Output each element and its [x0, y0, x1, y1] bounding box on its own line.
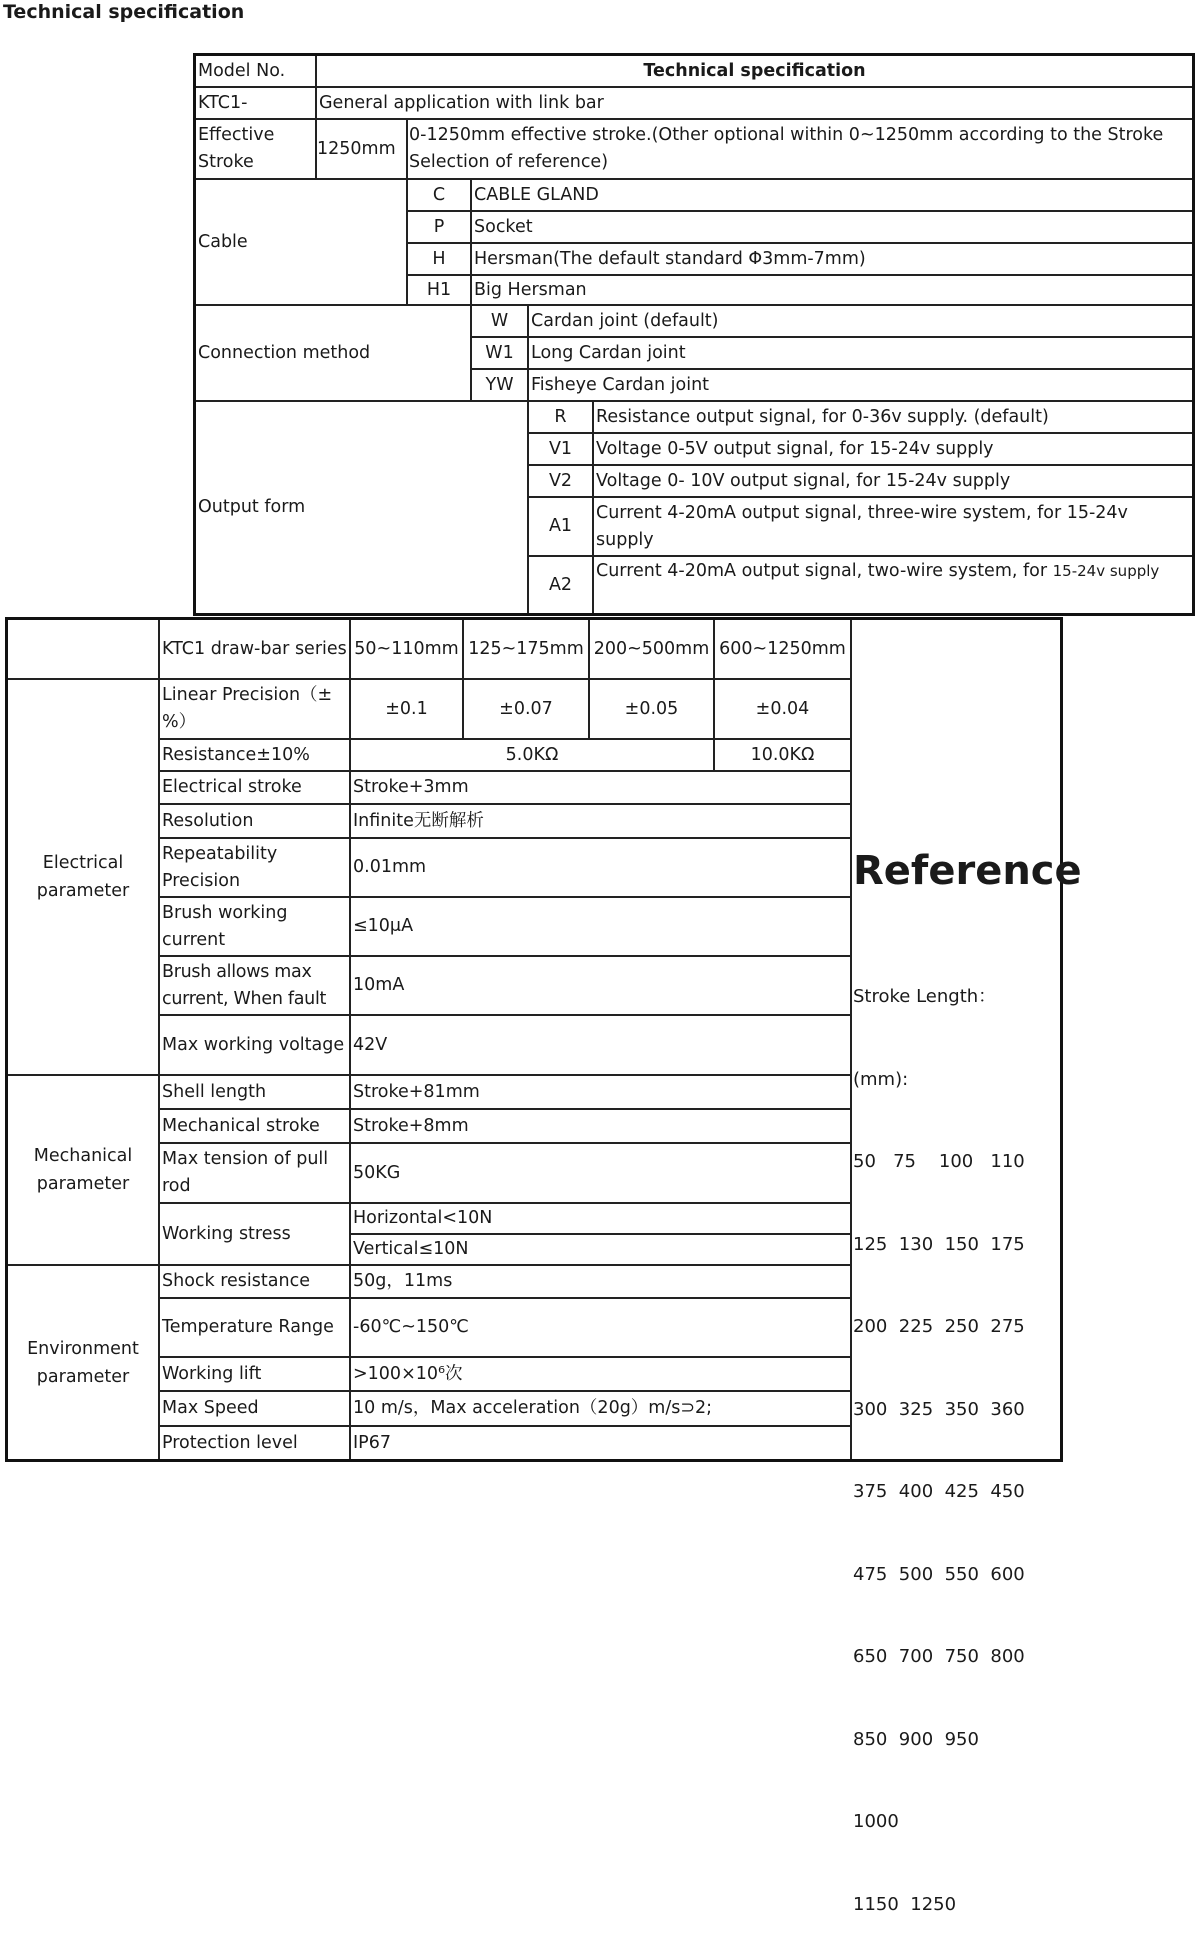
connection-desc: Fisheye Cardan joint	[529, 370, 1192, 402]
output-desc: Current 4-20mA output signal, three-wire system, for 15-24v supply	[594, 498, 1192, 557]
blank-cell	[8, 620, 160, 680]
model-desc: General application with link bar	[317, 88, 1192, 120]
param-label: Max tension of pull rod	[160, 1144, 351, 1204]
cable-desc: Hersman(The default standard Φ3mm-7mm)	[472, 244, 1192, 276]
param-label: Electrical stroke	[160, 772, 351, 805]
param-value: IP67	[351, 1427, 852, 1459]
mechanical-group-label: Mechanical parameter	[8, 1076, 160, 1266]
output-code: A2	[529, 557, 594, 613]
series-label: KTC1 draw-bar series	[160, 620, 351, 680]
param-label: Repeatability Precision	[160, 839, 351, 898]
param-label: Working stress	[160, 1204, 351, 1266]
reference-line: 1150 1250	[853, 1893, 957, 1915]
resistance-value: 5.0KΩ	[351, 740, 715, 772]
param-value: 10 m/s，Max acceleration（20g）m/s⊃2;	[351, 1392, 852, 1427]
range-header: 200~500mm	[590, 620, 715, 680]
reference-title: Reference	[853, 848, 1082, 894]
precision-value: ±0.1	[351, 680, 464, 740]
model-code: KTC1-	[196, 88, 317, 120]
output-desc	[594, 557, 1192, 613]
output-desc-small: 15-24v supply	[1052, 562, 1160, 580]
param-label: Brush allows max current, When fault	[160, 957, 351, 1016]
param-value: Horizontal<10N	[351, 1204, 852, 1235]
reference-line: 650 700 750 800	[853, 1646, 1025, 1667]
param-label: Max working voltage	[160, 1016, 351, 1076]
connection-desc: Cardan joint (default)	[529, 306, 1192, 338]
reference-line: 1000	[853, 1811, 899, 1832]
stroke-label: Effective Stroke	[196, 120, 317, 180]
reference-line: 200 225 250 275	[853, 1316, 1025, 1337]
range-header: 600~1250mm	[715, 620, 852, 680]
stroke-desc: 0-1250mm effective stroke.(Other optional within 0~1250mm according to the Stroke Selection of reference)	[408, 120, 1192, 180]
output-desc: Voltage 0- 10V output signal, for 15-24v supply	[594, 466, 1192, 498]
output-code: V2	[529, 466, 594, 498]
cable-code: P	[408, 212, 472, 244]
reference-line: 850 900 950	[853, 1728, 979, 1750]
reference-line: 50 75 100 110	[853, 1151, 1025, 1172]
param-value: Stroke+8mm	[351, 1110, 852, 1144]
param-value: >100×10⁶次	[351, 1358, 852, 1392]
connection-desc: Long Cardan joint	[529, 338, 1192, 370]
param-label: Brush working current	[160, 898, 351, 957]
reference-stroke-label: Stroke Length：	[853, 986, 997, 1007]
reference-line: 125 130 150 175	[853, 1233, 1025, 1255]
param-value: Stroke+81mm	[351, 1076, 852, 1110]
cable-code: C	[408, 180, 472, 212]
param-value: 50KG	[351, 1144, 852, 1204]
reference-unit: (mm):	[853, 1068, 909, 1090]
connection-code: W	[472, 306, 529, 338]
cable-label: Cable	[196, 180, 408, 306]
output-code: R	[529, 402, 594, 434]
stroke-value: 1250mm	[317, 120, 408, 180]
cable-desc: Big Hersman	[472, 276, 1192, 306]
connection-code: W1	[472, 338, 529, 370]
range-header: 50~110mm	[351, 620, 464, 680]
param-label: Protection level	[160, 1427, 351, 1459]
param-value: -60℃~150℃	[351, 1299, 852, 1358]
param-value: 10mA	[351, 957, 852, 1016]
reference-stroke-list	[853, 928, 1025, 1946]
range-header: 125~175mm	[464, 620, 590, 680]
cable-desc: Socket	[472, 212, 1192, 244]
param-value: 0.01mm	[351, 839, 852, 898]
param-value: Vertical≤10N	[351, 1235, 852, 1266]
precision-label: Linear Precision（±%）	[160, 680, 351, 740]
page-title: Technical specification	[3, 1, 245, 23]
precision-value: ±0.05	[590, 680, 715, 740]
model-spec-table	[193, 53, 1195, 616]
output-code: V1	[529, 434, 594, 466]
param-label: Resolution	[160, 805, 351, 839]
resistance-label: Resistance±10%	[160, 740, 351, 772]
connection-code: YW	[472, 370, 529, 402]
reference-line: 300 325 350 360	[853, 1398, 1025, 1420]
connection-label: Connection method	[196, 306, 472, 402]
param-label: Working lift	[160, 1358, 351, 1392]
output-code: A1	[529, 498, 594, 557]
param-label: Shock resistance	[160, 1266, 351, 1299]
environment-group-label: Environment parameter	[8, 1266, 160, 1459]
precision-value: ±0.04	[715, 680, 852, 740]
param-value: Infinite无断解析	[351, 805, 852, 839]
output-desc: Resistance output signal, for 0-36v supply. (default)	[594, 402, 1192, 434]
cable-code: H1	[408, 276, 472, 306]
cable-desc: CABLE GLAND	[472, 180, 1192, 212]
param-value: 42V	[351, 1016, 852, 1076]
output-desc: Voltage 0-5V output signal, for 15-24v supply	[594, 434, 1192, 466]
spec-header: Technical specification	[317, 56, 1192, 88]
resistance-value: 10.0KΩ	[715, 740, 852, 772]
param-label: Max Speed	[160, 1392, 351, 1427]
cable-code: H	[408, 244, 472, 276]
output-label: Output form	[196, 402, 529, 613]
param-value: ≤10μA	[351, 898, 852, 957]
param-value: Stroke+3mm	[351, 772, 852, 805]
electrical-group-label: Electrical parameter	[8, 680, 160, 1076]
param-label: Shell length	[160, 1076, 351, 1110]
precision-value: ±0.07	[464, 680, 590, 740]
param-value: 50g，11ms	[351, 1266, 852, 1299]
model-header: Model No.	[196, 56, 317, 88]
reference-line: 375 400 425 450	[853, 1481, 1025, 1502]
param-label: Temperature Range	[160, 1299, 351, 1358]
param-label: Mechanical stroke	[160, 1110, 351, 1144]
reference-line: 475 500 550 600	[853, 1563, 1025, 1585]
output-desc-text: Current 4-20mA output signal, two-wire system, for	[596, 561, 1048, 581]
